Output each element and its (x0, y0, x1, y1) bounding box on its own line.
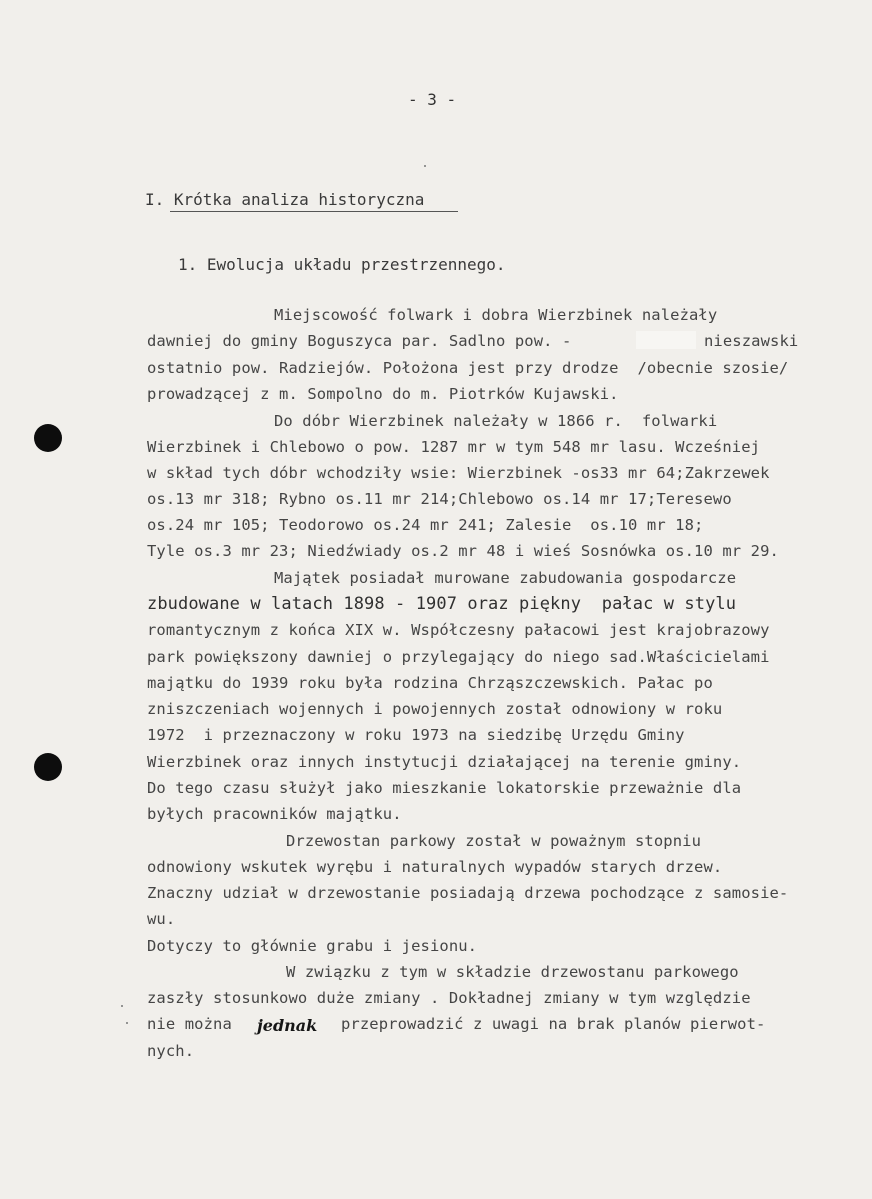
page-number: - 3 - (408, 90, 457, 109)
speck (126, 1022, 128, 1024)
text-line: wu. (147, 910, 176, 928)
speck (424, 165, 426, 167)
text-line: prowadzącej z m. Sompolno do m. Piotrków Kujawski. (147, 385, 619, 403)
text-line: W związku z tym w składzie drzewostanu parkowego (286, 963, 739, 981)
section-heading: I. Krótka analiza historyczna (145, 190, 425, 209)
text-line: Miejscowość folwark i dobra Wierzbinek należały (274, 306, 718, 324)
text-line: byłych pracowników majątku. (147, 805, 402, 823)
text-line: przeprowadzić z uwagi na brak planów pierwot- (341, 1015, 766, 1033)
text-line: nych. (147, 1042, 195, 1060)
text-line: Do dóbr Wierzbinek należały w 1866 r. folwarki (274, 412, 718, 430)
text-line: park powiększony dawniej o przylegający do niego sad.Właścicielami (147, 648, 770, 666)
text-line: nie można (147, 1015, 232, 1033)
text-line: majątku do 1939 roku była rodzina Chrząszczewskich. Pałac po (147, 674, 713, 692)
subsection-heading: 1. Ewolucja układu przestrzennego. (178, 255, 506, 274)
heading-underline (170, 211, 458, 212)
text-line: os.24 mr 105; Teodorowo os.24 mr 241; Zalesie os.10 mr 18; (147, 516, 704, 534)
text-line: w skład tych dóbr wchodziły wsie: Wierzbinek -os33 mr 64;Zakrzewek (147, 464, 770, 482)
text-line: zbudowane w latach 1898 - 1907 oraz piękny pałac w stylu (147, 594, 737, 614)
speck (121, 1005, 123, 1007)
text-line: os.13 mr 318; Rybno os.11 mr 214;Chlebowo os.14 mr 17;Teresewo (147, 490, 732, 508)
text-line: zaszły stosunkowo duże zmiany . Dokładnej zmiany w tym względzie (147, 989, 751, 1007)
punch-hole (34, 424, 62, 452)
text-line: Dotyczy to głównie grabu i jesionu. (147, 937, 478, 955)
text-line: Znaczny udział w drzewostanie posiadają drzewa pochodzące z samosie- (147, 884, 789, 902)
text-line: Wierzbinek i Chlebowo o pow. 1287 mr w tym 548 mr lasu. Wcześniej (147, 438, 761, 456)
text-line: Tyle os.3 mr 23; Niedźwiady os.2 mr 48 i wieś Sosnówka os.10 mr 29. (147, 542, 779, 560)
text-line: Majątek posiadał murowane zabudowania gospodarcze (274, 569, 737, 587)
text-line: 1972 i przeznaczony w roku 1973 na siedzibę Urzędu Gminy (147, 726, 685, 744)
handwritten-insertion: jednak (257, 1016, 318, 1035)
text-line: Do tego czasu służył jako mieszkanie lokatorskie przeważnie dla (147, 779, 742, 797)
text-line: odnowiony wskutek wyrębu i naturalnych wypadów starych drzew. (147, 858, 723, 876)
text-line: Wierzbinek oraz innych instytucji działającej na terenie gminy. (147, 753, 742, 771)
text-line: Drzewostan parkowy został w poważnym stopniu (286, 832, 701, 850)
text-line: dawniej do gminy Boguszyca par. Sadlno pow. - (147, 332, 572, 350)
text-line: zniszczeniach wojennych i powojennych został odnowiony w roku (147, 700, 723, 718)
text-line: nieszawski (704, 332, 799, 350)
punch-hole (34, 753, 62, 781)
text-line: ostatnio pow. Radziejów. Położona jest przy drodze /obecnie szosie/ (147, 359, 789, 377)
redacted-area (636, 331, 696, 349)
text-line: romantycznym z końca XIX w. Współczesny pałacowi jest krajobrazowy (147, 621, 770, 639)
